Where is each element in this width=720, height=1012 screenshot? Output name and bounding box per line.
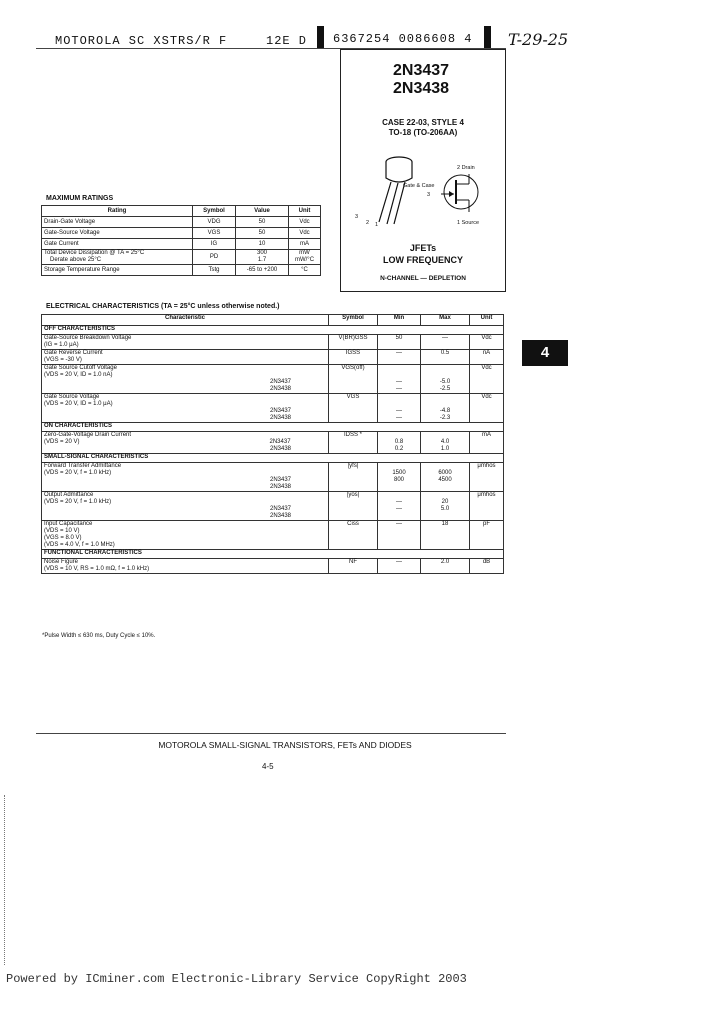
- section-title: ON CHARACTERISTICS: [42, 423, 504, 432]
- char-name: Gate Source Voltage: [44, 394, 100, 400]
- table-row: [42, 335, 504, 350]
- char-cond: (VDS = 10 V, RS = 1.0 mΩ, f = 1.0 kHz): [44, 566, 150, 572]
- char-min-a: —: [396, 499, 402, 505]
- pin-drain-label: 2 Drain: [457, 165, 475, 171]
- char-unit: dB: [470, 559, 504, 574]
- char-cell: [42, 432, 329, 454]
- char-min-a: 0.8: [394, 439, 404, 445]
- scan-edge: [4, 795, 6, 965]
- char-min: [378, 365, 421, 394]
- footer-rule: [36, 733, 506, 734]
- rating-name-line1: Total Device Dissipation @ TA = 25°C: [44, 250, 145, 256]
- char-max: [421, 463, 470, 492]
- max-ratings-title: MAXIMUM RATINGS: [46, 195, 114, 202]
- char-cond: (VDS = 20 V, ID = 1.0 μA): [44, 401, 113, 407]
- char-min-b: 0.2: [394, 446, 404, 452]
- col-max: Max: [421, 315, 470, 326]
- pulse-note: *Pulse Width ≤ 630 ms, Duty Cycle ≤ 10%.: [42, 633, 156, 639]
- char-cond: (VGS = -30 V): [44, 357, 82, 363]
- rating-name: Storage Temperature Range: [42, 265, 193, 276]
- rating-value: -65 to +200: [236, 265, 289, 276]
- handwritten-note: T-29-25: [508, 30, 569, 49]
- rating-symbol: VGS: [193, 228, 236, 239]
- package-diagram-icon: [349, 150, 499, 240]
- char-cell: [42, 394, 329, 423]
- table-row: [42, 521, 504, 550]
- char-cond-1: (VDS = 10 V): [44, 528, 80, 534]
- char-unit: Vdc: [470, 365, 504, 394]
- char-max-a: 4.0: [440, 439, 450, 445]
- char-max-b: -2.5: [439, 386, 451, 392]
- char-name: Gate Reverse Current: [44, 350, 103, 356]
- char-name: Noise Figure: [44, 559, 79, 565]
- rating-value-line2: 1.7: [257, 257, 267, 263]
- char-cell: [42, 559, 329, 574]
- char-symbol: NF: [329, 559, 378, 574]
- footer-title: MOTOROLA SMALL-SIGNAL TRANSISTORS, FETs AND DIODES: [158, 740, 412, 750]
- rating-value: 50: [236, 228, 289, 239]
- char-device-a: 2N3437: [269, 439, 291, 445]
- table-row: [42, 350, 504, 365]
- char-device-b: 2N3438: [270, 415, 292, 421]
- max-ratings-table: [41, 205, 321, 276]
- char-device-a: 2N3437: [270, 408, 292, 414]
- elec-table: [41, 314, 504, 574]
- char-cond: (VDS = 20 V, ID = 1.0 nA): [44, 372, 113, 378]
- char-device-b: 2N3438: [270, 513, 292, 519]
- rating-symbol: IG: [193, 239, 236, 250]
- rating-symbol: VDG: [193, 217, 236, 228]
- char-cond: (IG = 1.0 μA): [44, 342, 79, 348]
- char-min: [378, 432, 421, 454]
- table-header: [42, 315, 504, 326]
- char-device-b: 2N3438: [270, 484, 292, 490]
- char-cell: [42, 463, 329, 492]
- char-symbol: V(BR)GSS: [329, 335, 378, 350]
- rating-value: [236, 250, 289, 265]
- header-code: 12E D: [266, 34, 308, 48]
- char-min-a: —: [396, 379, 402, 385]
- char-max-b: 1.0: [440, 446, 450, 452]
- char-min: [378, 492, 421, 521]
- col-symbol: Symbol: [193, 206, 236, 217]
- section-title: OFF CHARACTERISTICS: [42, 326, 504, 335]
- char-cell: [42, 492, 329, 521]
- section-small-signal: [42, 454, 504, 463]
- table-row: [42, 463, 504, 492]
- lead-1-label: 1: [375, 222, 379, 228]
- part-number-2: 2N3438: [393, 80, 450, 97]
- outline-label: TO-18 (TO-206AA): [388, 128, 458, 137]
- char-name: Gate Source Cutoff Voltage: [44, 365, 117, 371]
- rating-unit: [289, 250, 321, 265]
- char-min: 50: [378, 335, 421, 350]
- char-symbol: IGSS: [329, 350, 378, 365]
- rating-value-line1: 300: [256, 250, 267, 256]
- rating-symbol: Tstg: [193, 265, 236, 276]
- lead-3-label: 3: [355, 214, 359, 220]
- char-name: Gate-Source Breakdown Voltage: [44, 335, 132, 341]
- lead-2-label: 2: [366, 220, 370, 226]
- rating-name: Gate-Source Voltage: [42, 228, 193, 239]
- table-row: [42, 228, 321, 239]
- char-unit: Vdc: [470, 394, 504, 423]
- char-max: 18: [421, 521, 470, 550]
- char-max-a: 20: [441, 499, 449, 505]
- rating-value: 50: [236, 217, 289, 228]
- table-row: [42, 250, 321, 265]
- char-symbol: IDSS *: [329, 432, 378, 454]
- char-max-b: 5.0: [440, 506, 450, 512]
- case-label: CASE 22-03, STYLE 4: [382, 118, 464, 127]
- rating-symbol: PD: [193, 250, 236, 265]
- char-min: [378, 463, 421, 492]
- char-cell: [42, 350, 329, 365]
- rating-name: [42, 250, 193, 265]
- char-cond-3: (VDS = 4.0 V, f = 1.0 MHz): [44, 542, 115, 548]
- pin-source-label: 1 Source: [457, 220, 480, 226]
- char-cond: (VDS = 20 V, f = 1.0 kHz): [44, 470, 112, 476]
- part-info-box: [340, 49, 506, 292]
- rating-name-line2: Derate above 25°C: [50, 257, 102, 263]
- char-min: —: [378, 521, 421, 550]
- col-value: Value: [236, 206, 289, 217]
- pin-gate-number: 3: [427, 192, 431, 198]
- char-device-a: 2N3437: [270, 379, 292, 385]
- pin-gate-label: Gate & Case: [403, 183, 435, 189]
- header-left: MOTOROLA SC XSTRS/R F: [55, 34, 228, 48]
- table-row: [42, 217, 321, 228]
- table-row: [42, 265, 321, 276]
- char-symbol: VGS: [329, 394, 378, 423]
- char-min-a: —: [396, 408, 402, 414]
- char-symbol: |yfs|: [329, 463, 378, 492]
- col-rating: Rating: [42, 206, 193, 217]
- char-cell: [42, 365, 329, 394]
- char-max: [421, 394, 470, 423]
- table-row: [42, 365, 504, 394]
- barcode-bar-right: [484, 26, 491, 48]
- char-max-b: 4500: [438, 477, 452, 483]
- elec-title: ELECTRICAL CHARACTERISTICS (TA = 25°C unless otherwise noted.): [46, 303, 280, 310]
- part-number-1: 2N3437: [393, 62, 450, 79]
- device-type-2: LOW FREQUENCY: [383, 255, 463, 265]
- col-symbol: Symbol: [329, 315, 378, 326]
- rating-unit: °C: [289, 265, 321, 276]
- rating-name: Drain-Gate Voltage: [42, 217, 193, 228]
- rating-unit: Vdc: [289, 228, 321, 239]
- char-max: [421, 432, 470, 454]
- char-max: —: [421, 335, 470, 350]
- char-cond: (VDS = 20 V, f = 1.0 kHz): [44, 499, 112, 505]
- section-title: SMALL-SIGNAL CHARACTERISTICS: [42, 454, 504, 463]
- char-min-b: 800: [393, 477, 404, 483]
- rating-unit-line2: mW/°C: [294, 257, 315, 263]
- rating-value: 10: [236, 239, 289, 250]
- table-row: [42, 239, 321, 250]
- char-cell: [42, 521, 329, 550]
- section-title: FUNCTIONAL CHARACTERISTICS: [42, 550, 504, 559]
- char-min-b: —: [396, 506, 402, 512]
- char-unit: mA: [470, 432, 504, 454]
- char-device-b: 2N3438: [270, 446, 292, 452]
- col-unit: Unit: [289, 206, 321, 217]
- char-max-a: 6000: [438, 470, 452, 476]
- char-unit: nA: [470, 350, 504, 365]
- char-min: [378, 394, 421, 423]
- char-symbol: VGS(off): [329, 365, 378, 394]
- col-unit: Unit: [470, 315, 504, 326]
- char-device-a: 2N3437: [270, 477, 292, 483]
- table-row: [42, 559, 504, 574]
- col-characteristic: Characteristic: [42, 315, 329, 326]
- device-type-1: JFETs: [409, 243, 437, 253]
- section-on: [42, 423, 504, 432]
- rating-unit-line1: mW: [299, 250, 310, 256]
- rating-unit: mA: [289, 239, 321, 250]
- char-device-a: 2N3437: [270, 506, 292, 512]
- col-min: Min: [378, 315, 421, 326]
- char-max: [421, 492, 470, 521]
- char-min: —: [378, 559, 421, 574]
- char-max: 2.0: [421, 559, 470, 574]
- section-functional: [42, 550, 504, 559]
- char-unit: Vdc: [470, 335, 504, 350]
- char-cell: [42, 335, 329, 350]
- char-cond-text: (VDS = 20 V): [44, 439, 80, 445]
- char-max-a: -5.0: [439, 379, 451, 385]
- char-unit: μmhos: [470, 463, 504, 492]
- char-symbol: |yos|: [329, 492, 378, 521]
- section-off: [42, 326, 504, 335]
- char-name: Zero-Gate-Voltage Drain Current: [44, 432, 132, 438]
- char-max-b: -2.3: [439, 415, 451, 421]
- table-row: [42, 492, 504, 521]
- char-min-b: —: [396, 415, 402, 421]
- watermark-footer: Powered by ICminer.com Electronic-Library Service CopyRight 2003: [6, 972, 467, 986]
- rating-name: Gate Current: [42, 239, 193, 250]
- char-unit: μmhos: [470, 492, 504, 521]
- char-name: Forward Transfer Admittance: [44, 463, 122, 469]
- char-cond: [44, 439, 326, 446]
- char-max: [421, 365, 470, 394]
- char-name: Output Admittance: [44, 492, 94, 498]
- table-row: [42, 394, 504, 423]
- char-max: 0.5: [421, 350, 470, 365]
- char-min-b: —: [396, 386, 402, 392]
- char-cond-2: (VGS = 8.0 V): [44, 535, 82, 541]
- char-min-a: 1500: [392, 470, 406, 476]
- char-max-a: -4.8: [439, 408, 451, 414]
- table-row: [42, 432, 504, 454]
- rating-unit: Vdc: [289, 217, 321, 228]
- header-barcode: 6367254 0086608 4: [333, 32, 473, 46]
- section-tab-badge: 4: [522, 340, 568, 366]
- char-symbol: Ciss: [329, 521, 378, 550]
- char-device-b: 2N3438: [270, 386, 292, 392]
- char-name: Input Capacitance: [44, 521, 93, 527]
- char-unit: pF: [470, 521, 504, 550]
- table-header: [42, 206, 321, 217]
- barcode-bar-left: [317, 26, 324, 48]
- device-type-3: N-CHANNEL — DEPLETION: [380, 275, 466, 282]
- char-min: —: [378, 350, 421, 365]
- page-number: 4-5: [262, 762, 274, 771]
